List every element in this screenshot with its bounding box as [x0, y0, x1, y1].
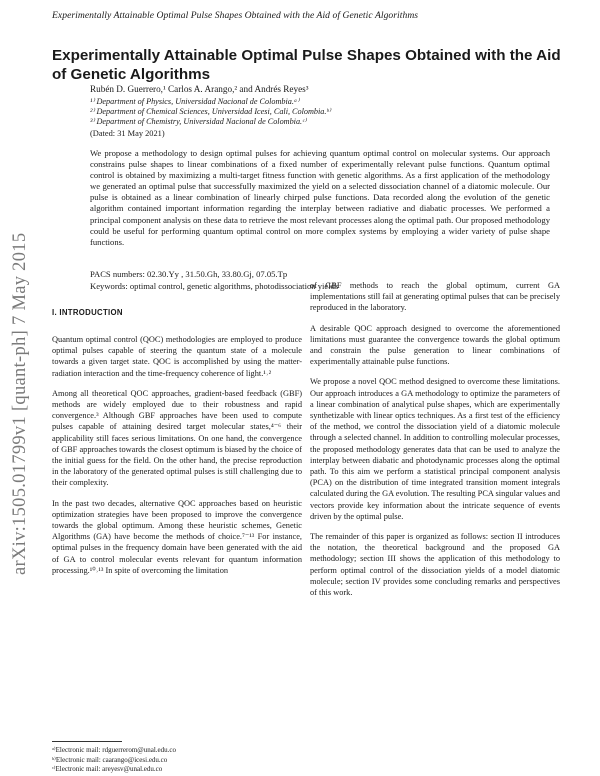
- arxiv-stamp: [4, 175, 34, 575]
- paragraph: Among all theoretical QOC approaches, gradient-based feedback (GBF) methods are widely employed due to their robustness and rapid convergence.³ Although GBF approaches have been used to compute pulses capable of attaining desired target molecular states,⁴⁻⁶ their applicability still faces serious limitations. On one hand, the convergence of GBF approaches towards the closest optimum is biased by the choice of the initial guess for the field. On the other hand, the precise reproduction in the laboratory of the generated optimal pulses is still challenging due to their complexity.: [52, 388, 302, 488]
- footnote: ᵃ⁾Electronic mail: rdguerrerom@unal.edu.co: [52, 746, 176, 754]
- paper-title: Experimentally Attainable Optimal Pulse Shapes Obtained with the Aid of Genetic Algorithms: [52, 47, 561, 83]
- paragraph: In the past two decades, alternative QOC approaches based on heuristic optimization strategies have been proposed to improve the convergence towards the global optimum. Among these heuristic schemes, Genetic Algorithms (GA) have become the methods of choice.⁷⁻¹³ For instance, optimal pulses in the frequency domain have been generated with the aid of GA to control molecular events relevant for quantum information processing.¹⁰˒¹³ In spite of overcoming the limitation: [52, 498, 302, 575]
- date-line: (Dated: 31 May 2021): [90, 129, 165, 138]
- paragraph: The remainder of this paper is organized as follows: section II introduces the notation, the theoretical background and the proposed GA methodology; section III shows the application of this methodology to perform optimal control of the dissociation yields of a model diatomic molecule; section IV provides some concluding remarks and perspectives of this work.: [310, 532, 560, 598]
- affiliation-1: ¹⁾ Department of Physics, Universidad Nacional de Colombia.ᵃ⁾: [90, 97, 300, 106]
- footnote: ᶜ⁾Electronic mail: areyesv@unal.edu.co: [52, 765, 163, 774]
- paragraph: We propose a novel QOC method designed to overcome these limitations. Our approach introduces a GA methodology to optimize the parameters of a linear combination of analytical pulse shapes, which are experimentally synthetizable with linear optics techniques. As a first test of the efficiency of the method, we control the dissociation yield of a diatomic molecule through a selected channel. In addition to controlling molecular processes, the proposed methodology generates data that can be used to analyze the interplay between diabatic and photodynamic processes along the optimal path. To this aim we perform a statistical principal component analysis (PCA) on the distribution of time integrated transition moment integrals calculated during the GA evolution. The resulting PCA singular values and vectors provide key information about the intricate sequence of events driven by the optimal pulse.: [310, 377, 560, 521]
- authors: Rubén D. Guerrero,¹ Carlos A. Arango,² and Andrés Reyes³: [90, 84, 309, 94]
- arxiv-stamp-text: arXiv:1505.01799v1 [quant-ph] 7 May 2015: [10, 232, 30, 575]
- paragraph: of GBF methods to reach the global optimum, current GA implementations still fail at generating optimal pulses that can be precisely reproduced in the laboratory.: [310, 281, 560, 313]
- right-column: [310, 280, 560, 607]
- pacs-numbers: PACS numbers: 02.30.Yy , 31.50.Gh, 33.80.Gj, 07.05.Tp: [90, 269, 288, 279]
- keywords: Keywords: optimal control, genetic algorithms, photodissociation yields: [90, 281, 339, 291]
- abstract: We propose a methodology to design optimal pulses for achieving quantum optimal control on molecular systems. Our approach constrains pulse shapes to linear combinations of a fixed number of experimentally relevant pulse functions. Quantum optimal control is obtained by maximizing a multi-target fitness function with genetic algorithms. As a first application of the methodology we generated an optimal pulse that successfully maximized the yield on a selected dissociation channel of a diatomic molecule. Our pulse is obtained as a linear combination of linearly chirped pulse functions. Data recorded along the evolution of the genetic algorithm contained important information regarding the interplay between radiative and diabatic processes. We performed a principal component analysis on these data to retrieve the most relevant processes along the optimal path. Our proposed methodology could be useful for performing quantum optimal control on more complex systems by employing a wider variety of pulse shape functions.: [90, 148, 550, 247]
- footnote-rule: [52, 741, 122, 742]
- footnotes: [52, 746, 176, 775]
- affiliation-3: ³⁾ Department of Chemistry, Universidad Nacional de Colombia.ᶜ⁾: [90, 117, 307, 126]
- footnote: ᵇ⁾Electronic mail: caarango@icesi.edu.co: [52, 755, 168, 764]
- section-heading: I. INTRODUCTION: [52, 308, 123, 317]
- affiliation-2: ²⁾ Department of Chemical Sciences, Universidad Icesi, Cali, Colombia.ᵇ⁾: [90, 107, 331, 116]
- paragraph: A desirable QOC approach designed to overcome the aforementioned limitations must guarantee the convergence towards the global optimum and constrain the pulse generation to linear combinations of experimentally attainable pulse functions.: [310, 323, 560, 367]
- running-head: Experimentally Attainable Optimal Pulse Shapes Obtained with the Aid of Genetic Algorithms: [52, 10, 419, 21]
- left-column: [52, 334, 302, 585]
- paragraph: Quantum optimal control (QOC) methodologies are employed to produce optimal pulses capable of steering the quantum state of a molecule towards a given target state. QOC is accomplished by using the matter-radiation interaction and the time-frequency coherence of light.¹˒²: [52, 335, 302, 378]
- pacs-keywords: [90, 268, 338, 292]
